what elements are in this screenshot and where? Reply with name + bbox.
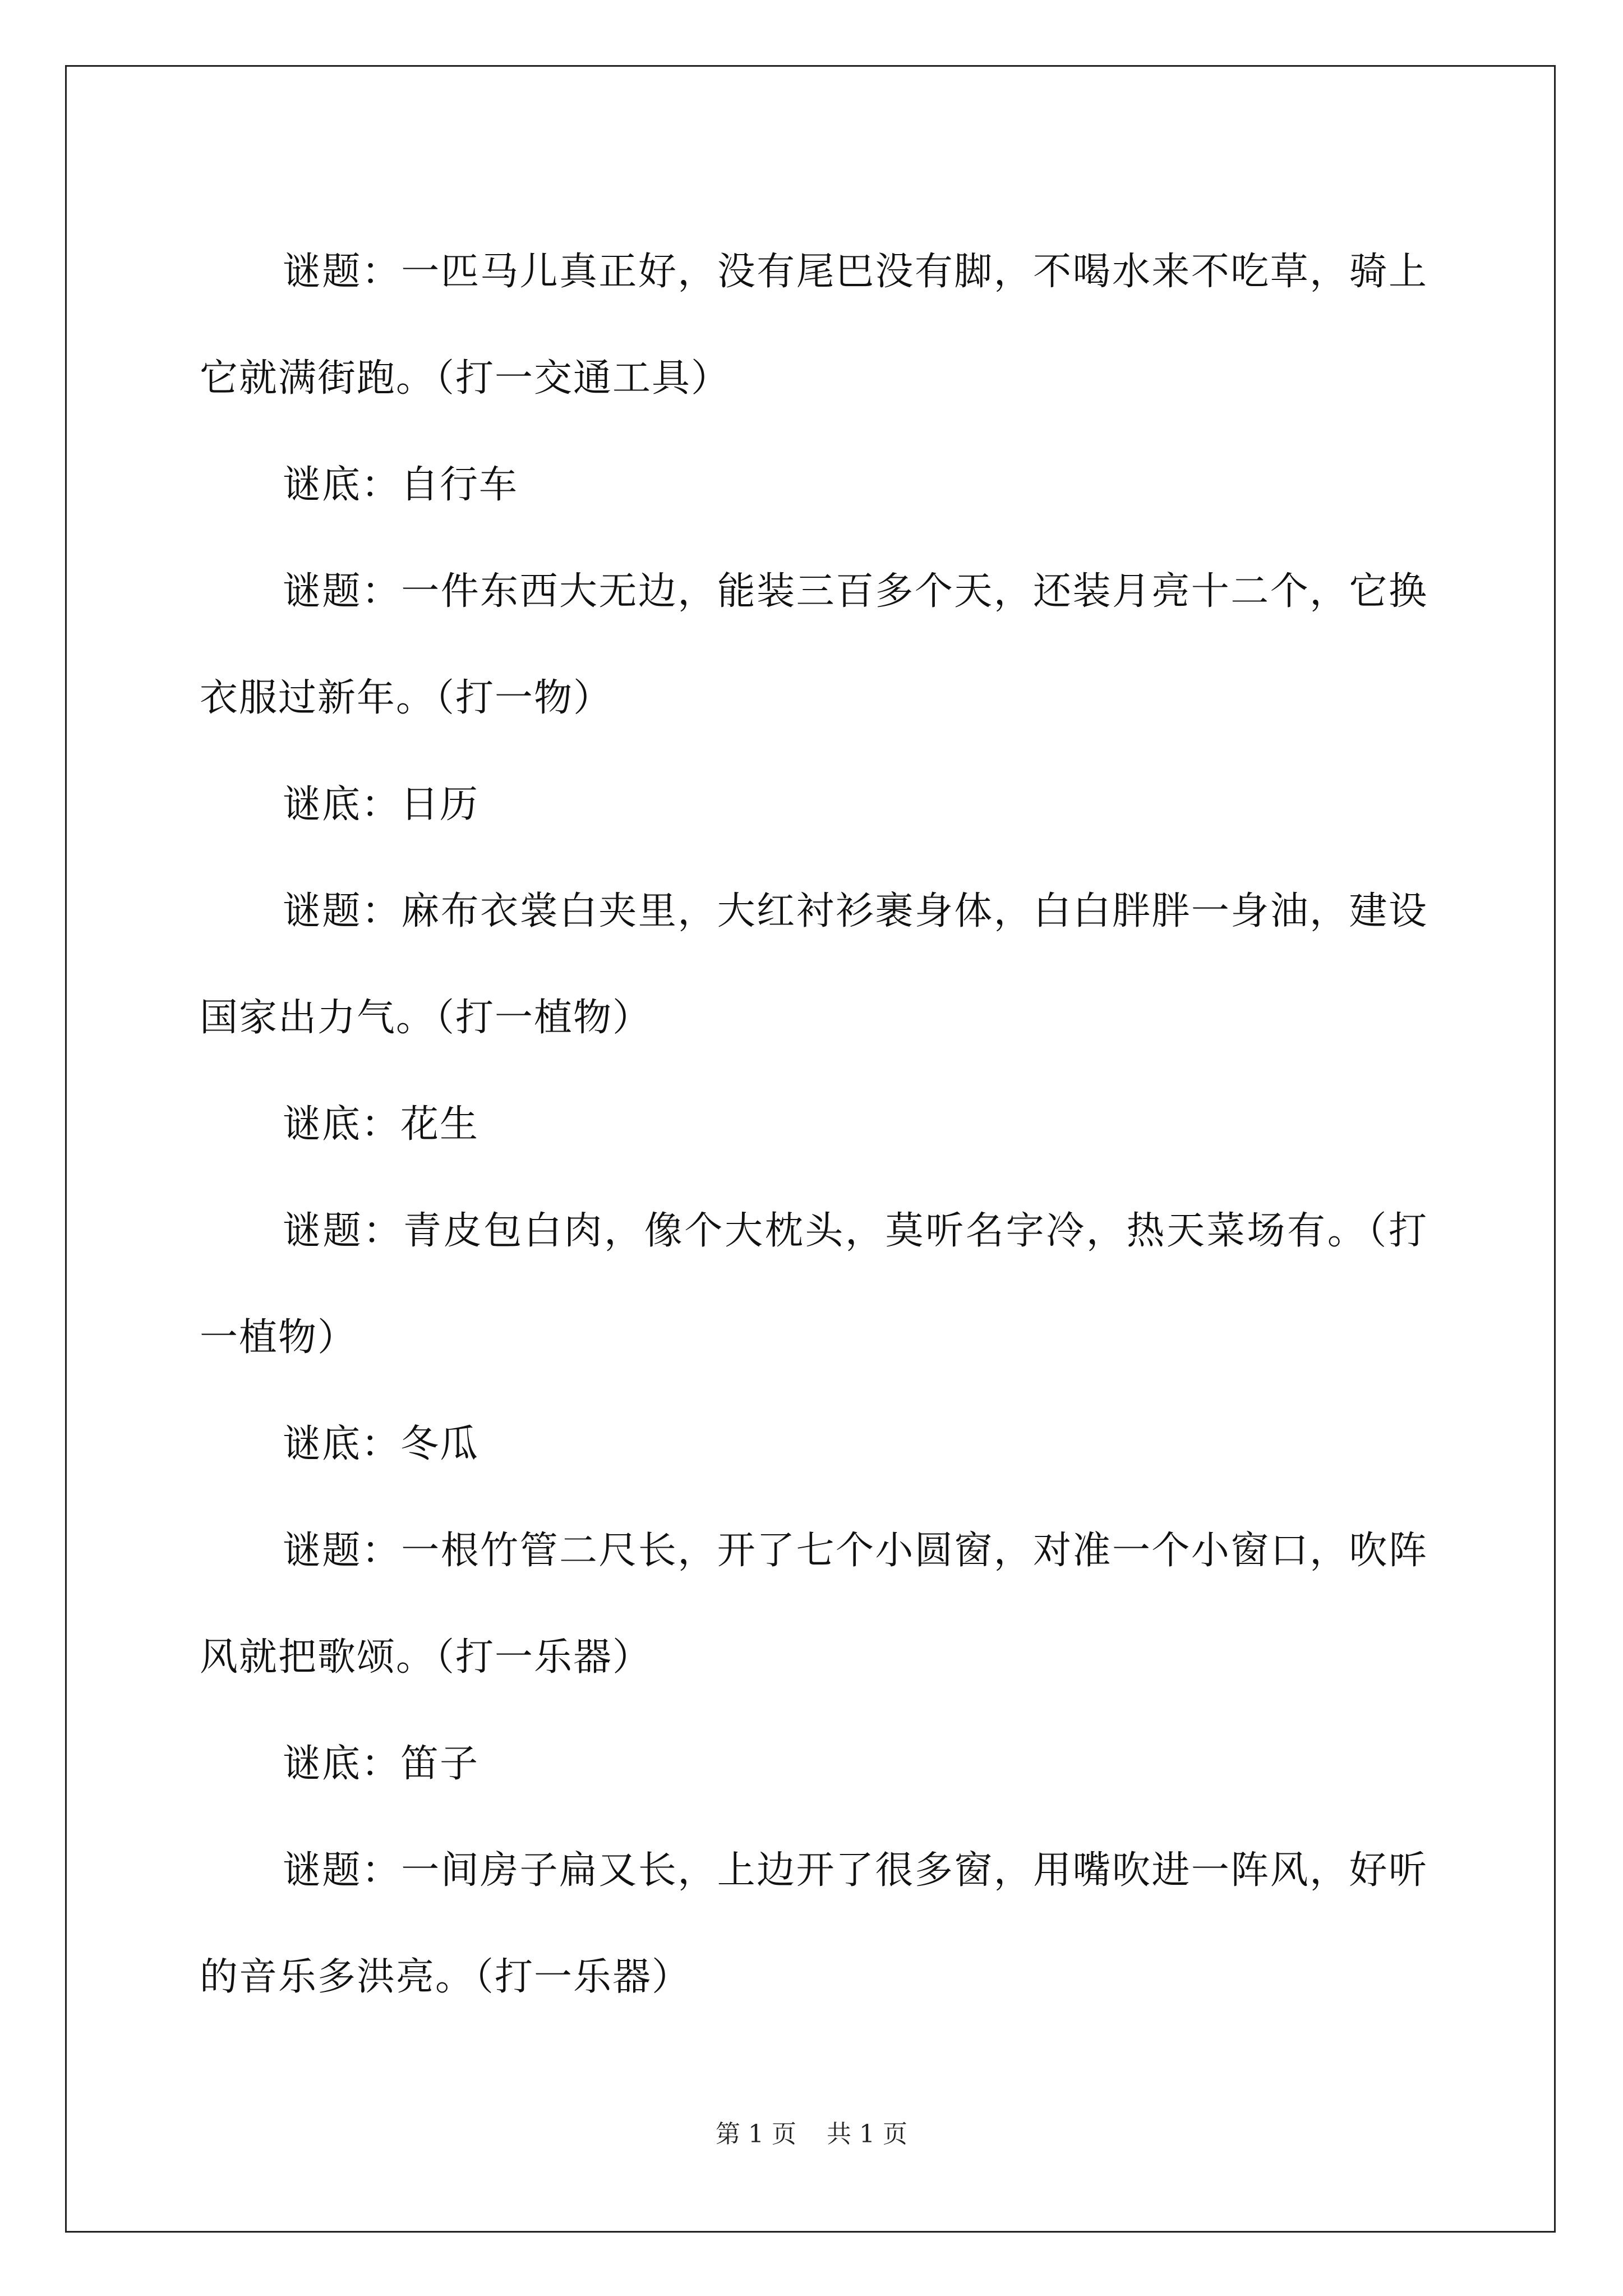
riddle-question: 谜题：一间房子扁又长，上边开了很多窗，用嘴吹进一阵风，好听的音乐多洪亮。（打一乐器） (200, 1848, 1428, 1999)
riddle-question: 谜题：麻布衣裳白夹里，大红衬衫裹身体，白白胖胖一身油，建设国家出力气。（打一植物） (200, 889, 1428, 1040)
riddle-answer: 谜底：花生 (283, 1102, 479, 1147)
riddle-answer: 谜底：笛子 (283, 1742, 479, 1786)
riddle-question: 谜题：青皮包白肉，像个大枕头，莫听名字冷，热天菜场有。（打一植物） (200, 1209, 1428, 1360)
riddle-answer: 谜底：日历 (283, 783, 479, 827)
page-footer (0, 2118, 1623, 2151)
riddle-question: 谜题：一件东西大无边，能装三百多个天，还装月亮十二个，它换衣服过新年。（打一物） (200, 569, 1428, 720)
page-number: 第 1 页 (716, 2120, 796, 2148)
riddle-question: 谜题：一匹马儿真正好，没有尾巴没有脚，不喝水来不吃草，骑上它就满街跑。（打一交通工具） (200, 250, 1428, 401)
riddle-question: 谜题：一根竹管二尺长，开了七个小圆窗，对准一个小窗口，吹阵风就把歌颂。（打一乐器） (200, 1529, 1428, 1680)
page-count: 共 1 页 (827, 2120, 907, 2148)
riddle-answer: 谜底：自行车 (283, 463, 519, 507)
document-body (200, 219, 1428, 2031)
riddle-answer: 谜底：冬瓜 (283, 1422, 479, 1466)
